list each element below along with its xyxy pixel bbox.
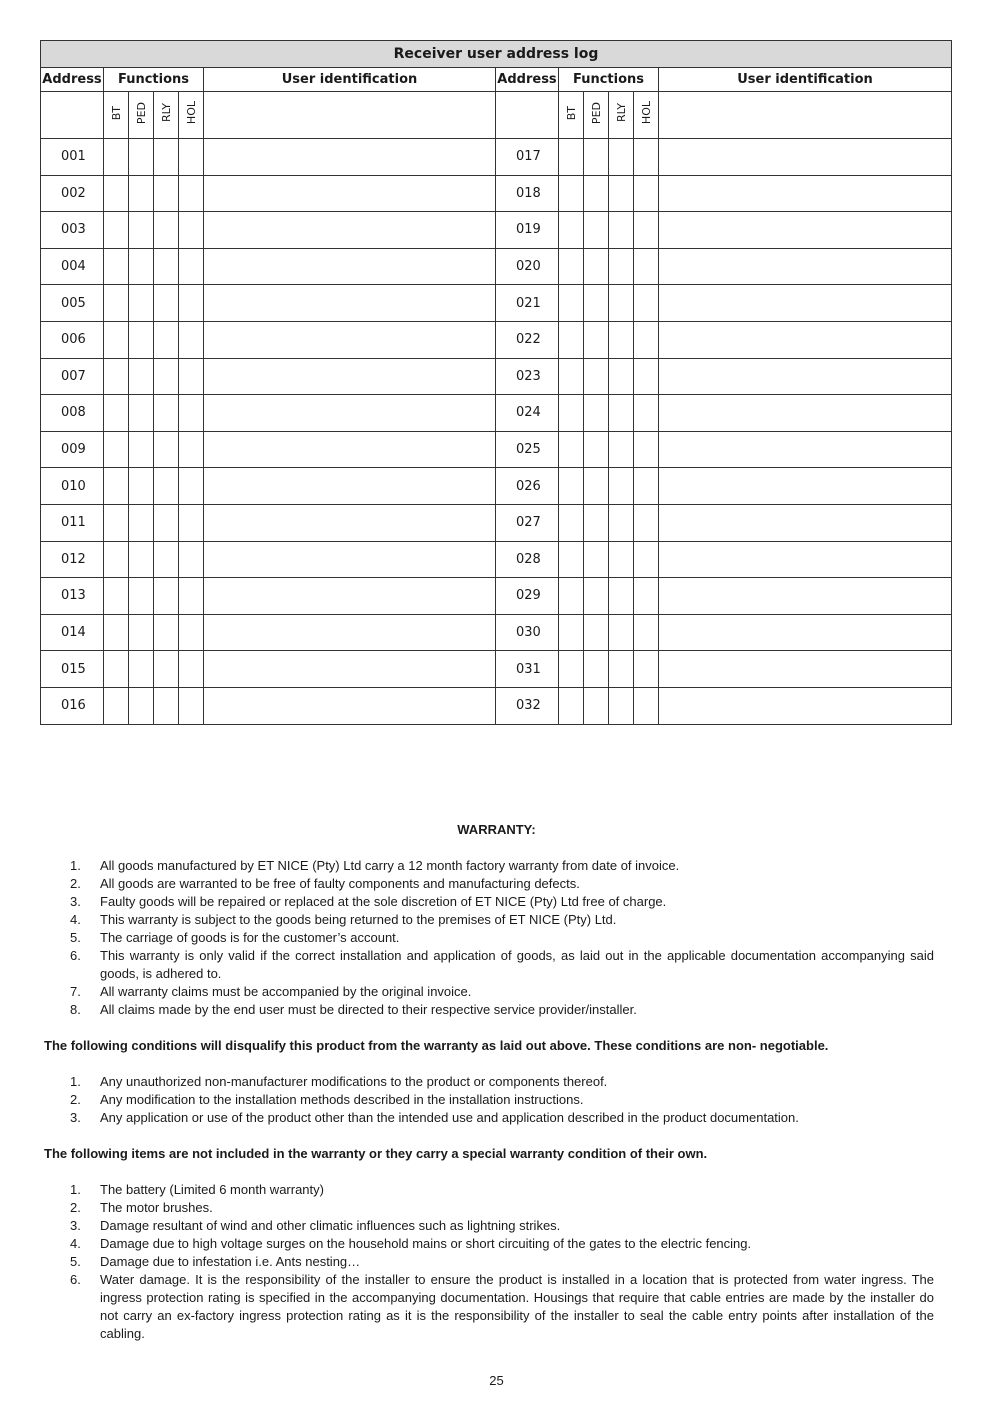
address-cell-right: 026 <box>496 468 559 505</box>
address-cell-right: 023 <box>496 358 559 395</box>
function-cell-ped[interactable] <box>129 395 154 432</box>
warranty-item: 2. All goods are warranted to be free of faulty components and manufacturing defects. <box>70 876 580 891</box>
subheader-blank <box>41 92 104 139</box>
log-title: Receiver user address log <box>41 41 952 68</box>
function-cell-hol[interactable] <box>179 248 204 285</box>
function-cell-hol[interactable] <box>179 212 204 249</box>
function-cell-ped[interactable] <box>129 651 154 688</box>
table-row <box>41 614 952 651</box>
function-bt-left <box>104 92 129 139</box>
function-cell-ped[interactable] <box>129 687 154 724</box>
function-label: RLY <box>159 103 173 123</box>
function-cell-rly[interactable] <box>609 395 634 432</box>
user-identification-cell[interactable] <box>204 468 496 505</box>
function-label: RLY <box>614 103 628 123</box>
table-row <box>41 468 952 505</box>
function-cell-rly[interactable] <box>609 578 634 615</box>
function-cell-bt[interactable] <box>104 431 129 468</box>
excluded-list <box>44 1181 934 1343</box>
function-cell-rly[interactable] <box>609 212 634 249</box>
excluded-item: 6. Water damage. It is the responsibility of the installer to ensure the product is installed in a location that is protected from water ingress. The ingress protection rating is specified in the accompanying documentation. Housings that require that cable entries are made by the installer do not carry an ex-factory ingress protection rating as it is the responsibility of the installer to seal the cable entry points after installation of the cabling. <box>70 1272 934 1341</box>
warranty-item: 7. All warranty claims must be accompanied by the original invoice. <box>70 984 472 999</box>
function-cell-rly[interactable] <box>609 687 634 724</box>
function-cell-rly[interactable] <box>609 358 634 395</box>
function-ped-right <box>584 92 609 139</box>
function-cell-ped[interactable] <box>129 285 154 322</box>
function-cell-hol[interactable] <box>634 395 659 432</box>
function-cell-ped[interactable] <box>129 541 154 578</box>
function-cell-hol[interactable] <box>179 578 204 615</box>
function-hol-left <box>179 92 204 139</box>
header-user-id-right: User identification <box>659 68 952 92</box>
table-row <box>41 395 952 432</box>
address-cell-right: 017 <box>496 139 559 176</box>
warranty-title: WARRANTY: <box>457 822 536 837</box>
user-identification-cell[interactable] <box>204 504 496 541</box>
function-cell-rly[interactable] <box>609 504 634 541</box>
user-identification-cell[interactable] <box>659 321 952 358</box>
function-cell-bt[interactable] <box>559 614 584 651</box>
function-cell-bt[interactable] <box>104 614 129 651</box>
header-address-left: Address <box>41 68 104 92</box>
function-cell-ped[interactable] <box>584 212 609 249</box>
excluded-item: 1. The battery (Limited 6 month warranty) <box>70 1182 324 1197</box>
user-identification-cell[interactable] <box>204 248 496 285</box>
function-label: HOL <box>639 101 653 125</box>
address-cell-left: 014 <box>41 614 104 651</box>
address-cell-left: 016 <box>41 687 104 724</box>
function-cell-bt[interactable] <box>559 175 584 212</box>
warranty-item: 6. This warranty is only valid if the correct installation and application of goods, as laid out in the applicable documentation accompanying said goods, is adhered to. <box>70 948 934 981</box>
address-cell-right: 019 <box>496 212 559 249</box>
disqualify-item: 1. Any unauthorized non-manufacturer modifications to the product or components thereof. <box>70 1074 608 1089</box>
function-cell-bt[interactable] <box>104 248 129 285</box>
function-cell-ped[interactable] <box>129 358 154 395</box>
function-cell-hol[interactable] <box>634 358 659 395</box>
address-cell-left: 006 <box>41 321 104 358</box>
user-identification-cell[interactable] <box>659 212 952 249</box>
table-row <box>41 212 952 249</box>
function-cell-hol[interactable] <box>634 285 659 322</box>
user-identification-cell[interactable] <box>204 578 496 615</box>
function-cell-rly[interactable] <box>154 139 179 176</box>
user-identification-cell[interactable] <box>659 139 952 176</box>
function-cell-bt[interactable] <box>559 504 584 541</box>
function-cell-rly[interactable] <box>154 614 179 651</box>
address-cell-left: 012 <box>41 541 104 578</box>
disqualify-heading: The following conditions will disqualify this product from the warranty as laid out above. These conditions are non- negotiable. <box>44 1038 829 1053</box>
address-cell-right: 031 <box>496 651 559 688</box>
function-cell-bt[interactable] <box>559 321 584 358</box>
function-cell-ped[interactable] <box>584 139 609 176</box>
table-row <box>41 578 952 615</box>
address-cell-left: 003 <box>41 212 104 249</box>
address-cell-right: 020 <box>496 248 559 285</box>
address-log-table <box>40 40 952 725</box>
address-cell-left: 009 <box>41 431 104 468</box>
function-cell-ped[interactable] <box>584 395 609 432</box>
function-cell-ped[interactable] <box>129 248 154 285</box>
address-cell-left: 001 <box>41 139 104 176</box>
function-cell-rly[interactable] <box>609 248 634 285</box>
function-cell-rly[interactable] <box>154 687 179 724</box>
function-cell-bt[interactable] <box>559 285 584 322</box>
address-cell-left: 013 <box>41 578 104 615</box>
function-cell-rly[interactable] <box>609 139 634 176</box>
function-label: PED <box>589 101 603 125</box>
address-cell-right: 022 <box>496 321 559 358</box>
user-identification-cell[interactable] <box>659 541 952 578</box>
function-cell-ped[interactable] <box>584 321 609 358</box>
function-cell-hol[interactable] <box>179 358 204 395</box>
table-row <box>41 175 952 212</box>
user-identification-cell[interactable] <box>659 248 952 285</box>
function-cell-rly[interactable] <box>154 285 179 322</box>
function-cell-hol[interactable] <box>634 687 659 724</box>
function-cell-hol[interactable] <box>179 431 204 468</box>
function-cell-rly[interactable] <box>154 468 179 505</box>
function-cell-bt[interactable] <box>104 395 129 432</box>
function-cell-ped[interactable] <box>584 578 609 615</box>
function-cell-rly[interactable] <box>154 651 179 688</box>
disqualify-item: 3. Any application or use of the product other than the intended use and application described in the product documentation. <box>70 1110 799 1125</box>
address-cell-left: 002 <box>41 175 104 212</box>
function-cell-bt[interactable] <box>559 541 584 578</box>
address-cell-left: 008 <box>41 395 104 432</box>
function-cell-bt[interactable] <box>104 175 129 212</box>
function-cell-ped[interactable] <box>129 578 154 615</box>
function-cell-rly[interactable] <box>609 285 634 322</box>
function-cell-ped[interactable] <box>129 614 154 651</box>
function-cell-bt[interactable] <box>104 212 129 249</box>
function-cell-hol[interactable] <box>179 395 204 432</box>
user-identification-cell[interactable] <box>204 321 496 358</box>
function-cell-hol[interactable] <box>179 175 204 212</box>
header-functions-left: Functions <box>104 68 204 92</box>
function-cell-hol[interactable] <box>634 578 659 615</box>
table-row <box>41 541 952 578</box>
function-cell-rly[interactable] <box>154 395 179 432</box>
function-cell-ped[interactable] <box>584 541 609 578</box>
table-row <box>41 139 952 176</box>
function-ped-left <box>129 92 154 139</box>
function-cell-bt[interactable] <box>559 687 584 724</box>
function-cell-hol[interactable] <box>634 468 659 505</box>
function-cell-bt[interactable] <box>104 504 129 541</box>
address-cell-right: 032 <box>496 687 559 724</box>
function-cell-bt[interactable] <box>559 358 584 395</box>
function-cell-bt[interactable] <box>559 248 584 285</box>
function-cell-hol[interactable] <box>179 321 204 358</box>
function-cell-rly[interactable] <box>609 541 634 578</box>
function-cell-ped[interactable] <box>584 468 609 505</box>
function-cell-bt[interactable] <box>559 468 584 505</box>
function-cell-ped[interactable] <box>129 175 154 212</box>
function-cell-rly[interactable] <box>609 431 634 468</box>
function-cell-bt[interactable] <box>104 468 129 505</box>
function-cell-rly[interactable] <box>154 248 179 285</box>
user-identification-cell[interactable] <box>659 614 952 651</box>
user-identification-cell[interactable] <box>659 687 952 724</box>
user-identification-cell[interactable] <box>204 541 496 578</box>
function-cell-rly[interactable] <box>609 175 634 212</box>
function-cell-bt[interactable] <box>559 431 584 468</box>
function-cell-ped[interactable] <box>584 248 609 285</box>
function-cell-ped[interactable] <box>584 504 609 541</box>
function-cell-ped[interactable] <box>129 321 154 358</box>
function-cell-hol[interactable] <box>634 504 659 541</box>
header-user-id-left: User identification <box>204 68 496 92</box>
function-cell-bt[interactable] <box>104 139 129 176</box>
user-identification-cell[interactable] <box>659 358 952 395</box>
user-identification-cell[interactable] <box>659 468 952 505</box>
function-cell-bt[interactable] <box>104 321 129 358</box>
user-identification-cell[interactable] <box>204 175 496 212</box>
function-cell-ped[interactable] <box>129 468 154 505</box>
function-cell-bt[interactable] <box>559 212 584 249</box>
user-identification-cell[interactable] <box>659 285 952 322</box>
address-cell-right: 027 <box>496 504 559 541</box>
function-cell-hol[interactable] <box>179 614 204 651</box>
user-identification-cell[interactable] <box>204 687 496 724</box>
function-cell-ped[interactable] <box>584 614 609 651</box>
function-cell-bt[interactable] <box>559 395 584 432</box>
function-cell-ped[interactable] <box>584 431 609 468</box>
function-cell-hol[interactable] <box>634 321 659 358</box>
address-cell-right: 018 <box>496 175 559 212</box>
table-row <box>41 504 952 541</box>
address-cell-right: 028 <box>496 541 559 578</box>
function-cell-hol[interactable] <box>634 651 659 688</box>
function-cell-bt[interactable] <box>559 139 584 176</box>
page-number: 25 <box>489 1373 504 1388</box>
function-cell-hol[interactable] <box>634 614 659 651</box>
function-rly-left <box>154 92 179 139</box>
address-cell-left: 015 <box>41 651 104 688</box>
function-cell-bt[interactable] <box>104 541 129 578</box>
warranty-item: 4. This warranty is subject to the goods being returned to the premises of ET NICE (Pty) Ltd. <box>70 912 617 927</box>
user-identification-cell[interactable] <box>659 504 952 541</box>
function-label: PED <box>134 101 148 125</box>
address-cell-left: 004 <box>41 248 104 285</box>
user-identification-cell[interactable] <box>204 212 496 249</box>
function-cell-rly[interactable] <box>609 614 634 651</box>
user-identification-cell[interactable] <box>204 395 496 432</box>
function-cell-hol[interactable] <box>179 687 204 724</box>
function-cell-hol[interactable] <box>634 139 659 176</box>
function-cell-bt[interactable] <box>104 578 129 615</box>
header-functions-right: Functions <box>559 68 659 92</box>
table-row <box>41 285 952 322</box>
user-identification-cell[interactable] <box>659 431 952 468</box>
function-cell-rly[interactable] <box>609 468 634 505</box>
function-cell-ped[interactable] <box>584 285 609 322</box>
function-cell-hol[interactable] <box>179 139 204 176</box>
function-cell-rly[interactable] <box>154 431 179 468</box>
address-cell-right: 025 <box>496 431 559 468</box>
user-identification-cell[interactable] <box>659 578 952 615</box>
function-cell-ped[interactable] <box>129 212 154 249</box>
function-cell-rly[interactable] <box>154 175 179 212</box>
function-label: BT <box>109 105 123 121</box>
function-cell-hol[interactable] <box>179 468 204 505</box>
function-cell-bt[interactable] <box>104 687 129 724</box>
function-rly-right <box>609 92 634 139</box>
function-label: BT <box>564 105 578 121</box>
function-bt-right <box>559 92 584 139</box>
address-cell-right: 021 <box>496 285 559 322</box>
function-cell-rly[interactable] <box>609 651 634 688</box>
function-cell-rly[interactable] <box>154 321 179 358</box>
function-hol-right <box>634 92 659 139</box>
table-row <box>41 431 952 468</box>
subheader-blank <box>496 92 559 139</box>
function-cell-ped[interactable] <box>584 175 609 212</box>
excluded-item: 5. Damage due to infestation i.e. Ants nesting… <box>70 1254 361 1269</box>
function-cell-rly[interactable] <box>154 212 179 249</box>
address-cell-right: 029 <box>496 578 559 615</box>
address-cell-left: 011 <box>41 504 104 541</box>
function-cell-hol[interactable] <box>179 504 204 541</box>
function-cell-ped[interactable] <box>129 431 154 468</box>
address-cell-left: 010 <box>41 468 104 505</box>
table-row <box>41 321 952 358</box>
function-cell-bt[interactable] <box>104 285 129 322</box>
function-cell-hol[interactable] <box>179 285 204 322</box>
function-cell-ped[interactable] <box>584 651 609 688</box>
function-cell-ped[interactable] <box>584 358 609 395</box>
function-cell-rly[interactable] <box>609 321 634 358</box>
function-cell-hol[interactable] <box>634 541 659 578</box>
function-cell-rly[interactable] <box>154 578 179 615</box>
table-row <box>41 687 952 724</box>
table-row <box>41 358 952 395</box>
user-identification-cell[interactable] <box>659 175 952 212</box>
warranty-item: 8. All claims made by the end user must be directed to their respective service provider/installer. <box>70 1002 637 1017</box>
function-cell-ped[interactable] <box>129 504 154 541</box>
user-identification-cell[interactable] <box>204 358 496 395</box>
table-row <box>41 248 952 285</box>
user-identification-cell[interactable] <box>204 614 496 651</box>
address-cell-left: 007 <box>41 358 104 395</box>
user-identification-cell[interactable] <box>204 139 496 176</box>
disqualify-list <box>44 1073 934 1127</box>
function-cell-hol[interactable] <box>634 212 659 249</box>
user-identification-cell[interactable] <box>204 285 496 322</box>
function-cell-hol[interactable] <box>634 175 659 212</box>
address-cell-right: 024 <box>496 395 559 432</box>
function-cell-hol[interactable] <box>634 431 659 468</box>
subheader-blank <box>659 92 952 139</box>
function-cell-bt[interactable] <box>104 651 129 688</box>
user-identification-cell[interactable] <box>204 651 496 688</box>
warranty-list <box>44 857 934 1019</box>
warranty-item: 5. The carriage of goods is for the customer’s account. <box>70 930 400 945</box>
function-cell-hol[interactable] <box>179 651 204 688</box>
warranty-item: 1. All goods manufactured by ET NICE (Pty) Ltd carry a 12 month factory warranty from date of invoice. <box>70 858 680 873</box>
function-cell-bt[interactable] <box>104 358 129 395</box>
disqualify-item: 2. Any modification to the installation methods described in the installation instructions. <box>70 1092 584 1107</box>
table-row <box>41 651 952 688</box>
function-cell-rly[interactable] <box>154 541 179 578</box>
function-cell-hol[interactable] <box>634 248 659 285</box>
address-cell-right: 030 <box>496 614 559 651</box>
subheader-blank <box>204 92 496 139</box>
excluded-item: 4. Damage due to high voltage surges on the household mains or short circuiting of the gates to the electric fencing. <box>70 1236 752 1251</box>
function-label: HOL <box>184 101 198 125</box>
user-identification-cell[interactable] <box>659 651 952 688</box>
address-cell-left: 005 <box>41 285 104 322</box>
function-cell-bt[interactable] <box>559 651 584 688</box>
user-identification-cell[interactable] <box>204 431 496 468</box>
excluded-item: 2. The motor brushes. <box>70 1200 213 1215</box>
user-identification-cell[interactable] <box>659 395 952 432</box>
warranty-item: 3. Faulty goods will be repaired or replaced at the sole discretion of ET NICE (Pty) Ltd free of charge. <box>70 894 667 909</box>
function-cell-ped[interactable] <box>129 139 154 176</box>
function-cell-bt[interactable] <box>559 578 584 615</box>
function-cell-ped[interactable] <box>584 687 609 724</box>
function-cell-hol[interactable] <box>179 541 204 578</box>
function-cell-rly[interactable] <box>154 358 179 395</box>
excluded-heading: The following items are not included in the warranty or they carry a special warranty condition of their own. <box>44 1146 708 1161</box>
function-cell-rly[interactable] <box>154 504 179 541</box>
header-address-right: Address <box>496 68 559 92</box>
excluded-item: 3. Damage resultant of wind and other climatic influences such as lightning strikes. <box>70 1218 561 1233</box>
address-log-body <box>41 139 952 725</box>
